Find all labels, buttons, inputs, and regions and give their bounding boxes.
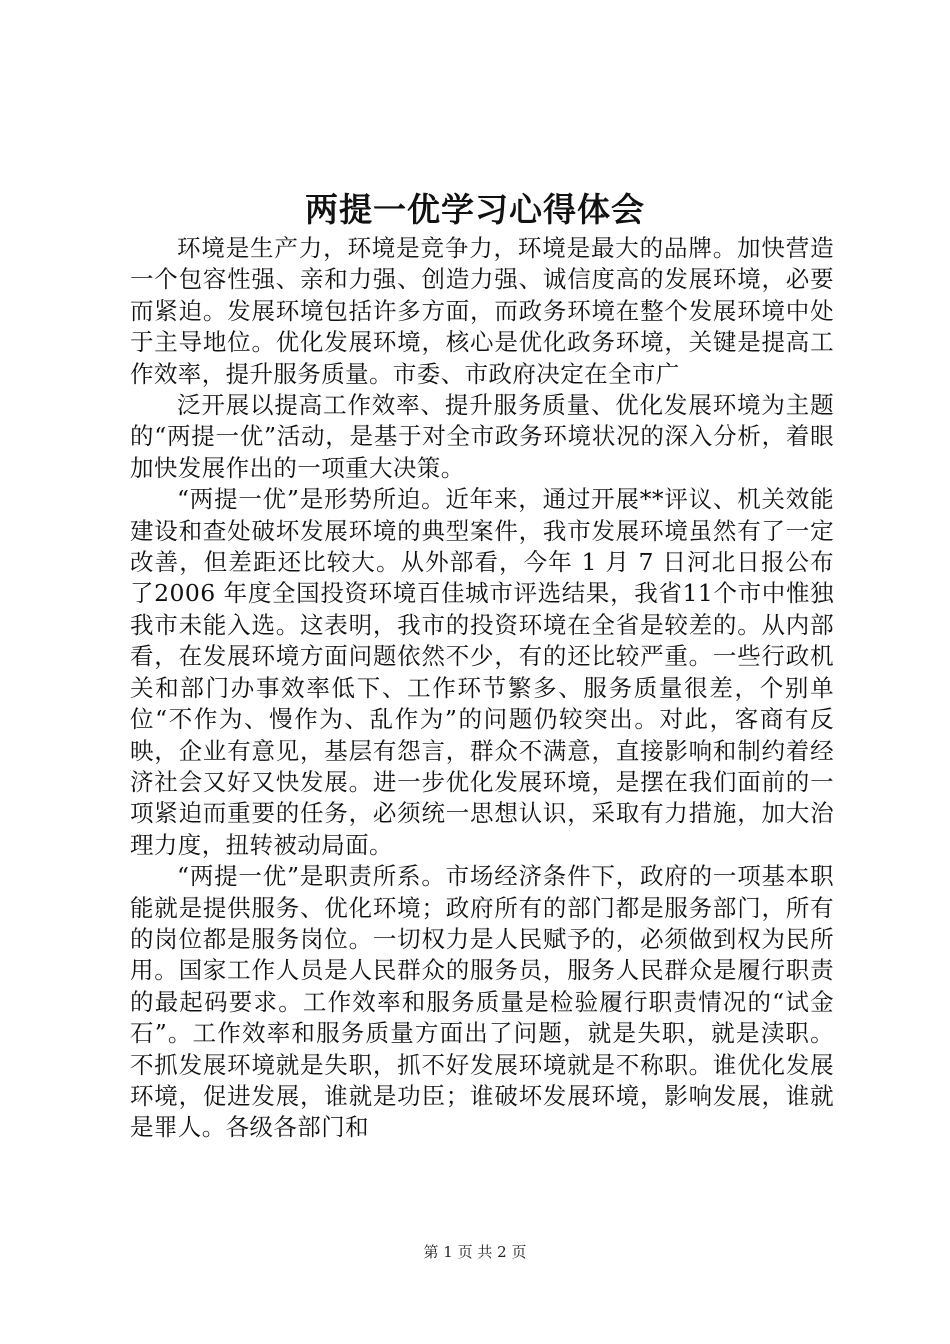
paragraph: 泛开展以提高工作效率、提升服务质量、优化发展环境为主题的“两提一优”活动，是基于对全市政务环境状况的深入分析，着眼加快发展作出的一项重大决策。 xyxy=(130,391,834,482)
paragraph: “两提一优”是形势所迫。近年来，通过开展**评议、机关效能建设和查处破坏发展环境的典型案件，我市发展环境虽然有了一定改善，但差距还比较大。从外部看，今年 1 月 7 日河北日报公布了2006 年度全国投资环境百佳城市评选结果，我省11个市中惟独我市未能入选。这表明，我市的投资环境在全省是较差的。从内部看，在发展环境方面问题依然不少，有的还比较严重。一些行政机关和部门办事效率低下、工作环节繁多、服务质量很差，个别单位“不作为、慢作为、乱作为”的问题仍较突出。对此，客商有反映，企业有意见，基层有怨言，群众不满意，直接影响和制约着经济社会又好又快发展。进一步优化发展环境，是摆在我们面前的一项紧迫而重要的任务，必须统一思想认识，采取有力措施，加大治理力度，扭转被动局面。 xyxy=(130,485,834,859)
paragraph: “两提一优”是职责所系。市场经济条件下，政府的一项基本职能就是提供服务、优化环境；政府所有的部门都是服务部门，所有的岗位都是服务岗位。一切权力是人民赋予的，必须做到权为民所用。国家工作人员是人民群众的服务员，服务人民群众是履行职责的最起码要求。工作效率和服务质量是检验履行职责情况的“试金石”。工作效率和服务质量方面出了问题，就是失职，就是渎职。不抓发展环境就是失职，抓不好发展环境就是不称职。谁优化发展环境，促进发展，谁就是功臣；谁破坏发展环境，影响发展，谁就是罪人。各级各部门和 xyxy=(130,862,834,1142)
page-footer: 第 1 页 共 2 页 xyxy=(423,1243,527,1261)
paragraph: 环境是生产力，环境是竞争力，环境是最大的品牌。加快营造一个包容性强、亲和力强、创造力强、诚信度高的发展环境，必要而紧迫。发展环境包括许多方面，而政务环境在整个发展环境中处于主导地位。优化发展环境，核心是优化政务环境，关键是提高工作效率，提升服务质量。市委、市政府决定在全市广 xyxy=(130,234,834,388)
document-body xyxy=(130,233,834,1144)
document-title: 两提一优学习心得体会 xyxy=(305,190,645,229)
